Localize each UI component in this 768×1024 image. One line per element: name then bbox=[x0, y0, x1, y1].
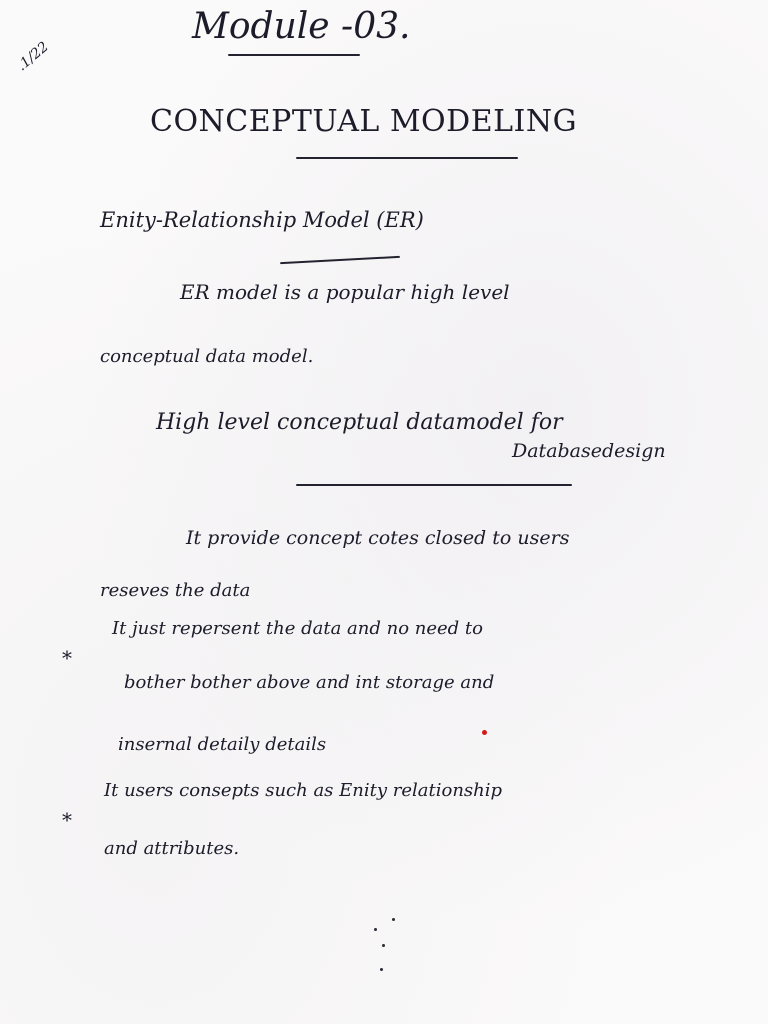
note-line-4c: insernal detaily details bbox=[118, 734, 327, 755]
section-heading-underline bbox=[280, 256, 400, 264]
note-line-4b: bother bother above and int storage and bbox=[124, 672, 495, 693]
note-line-3b: reseves the data bbox=[100, 580, 251, 601]
module-title-underline bbox=[228, 54, 360, 56]
note-line-3a: It provide concept cotes closed to users bbox=[186, 527, 570, 549]
red-ink-dot bbox=[482, 730, 487, 735]
note-line-1b: conceptual data model. bbox=[100, 346, 314, 367]
line-2-underline bbox=[296, 484, 572, 486]
note-line-5a: It users consepts such as Enity relationship bbox=[104, 780, 503, 801]
margin-mark: .1/22 bbox=[14, 38, 52, 75]
ink-dot bbox=[382, 944, 385, 947]
bullet-2: * bbox=[62, 808, 72, 832]
note-line-5b: and attributes. bbox=[104, 838, 240, 859]
module-title: Module -03. bbox=[192, 6, 411, 47]
note-line-1a: ER model is a popular high level bbox=[180, 280, 510, 304]
ink-dot bbox=[374, 928, 377, 931]
bullet-1: * bbox=[62, 646, 72, 670]
section-heading: Enity-Relationship Model (ER) bbox=[100, 208, 424, 232]
note-line-4a: It just repersent the data and no need to bbox=[112, 618, 483, 639]
ink-dot bbox=[380, 968, 383, 971]
note-line-2b: Databasedesign bbox=[512, 440, 666, 462]
ink-dot bbox=[392, 918, 395, 921]
note-line-2a: High level conceptual datamodel for bbox=[156, 410, 563, 435]
chapter-title: CONCEPTUAL MODELING bbox=[150, 104, 578, 139]
chapter-title-underline bbox=[296, 157, 518, 159]
